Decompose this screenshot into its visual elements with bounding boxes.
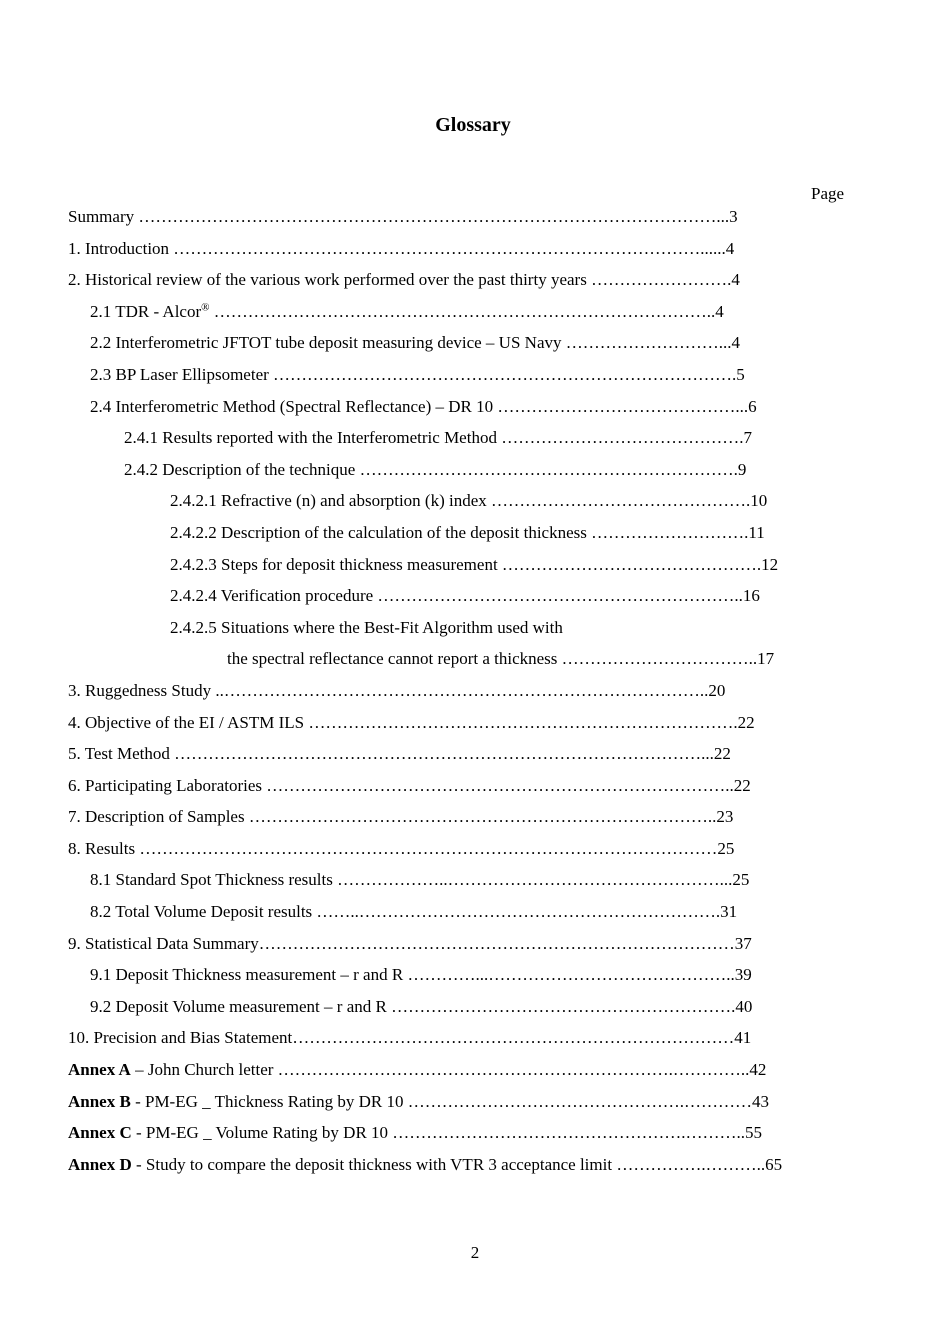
- toc-entry-standard-spot: 8.1 Standard Spot Thickness results ………………..…………………………………………...25: [90, 870, 750, 890]
- toc-entry-verification-procedure: 2.4.2.4 Verification procedure ………………………………………………………..16: [170, 586, 760, 606]
- toc-entry-results: 8. Results …………………………………………………………………………………………25: [68, 838, 735, 858]
- page-title: Glossary: [435, 114, 511, 136]
- toc-entry-interferometric-method: 2.4 Interferometric Method (Spectral Reflectance) – DR 10 ……………………………………...6: [90, 396, 757, 416]
- toc-entry-results-reported: 2.4.1 Results reported with the Interferometric Method …………………………………….7: [124, 428, 752, 448]
- toc-entry-bp-laser: 2.3 BP Laser Ellipsometer ……………………………………………………………………….5: [90, 364, 745, 384]
- toc-entry-refractive-index: 2.4.2.1 Refractive (n) and absorption (k) index ……………………………………….10: [170, 491, 768, 511]
- toc-entry-description-samples: 7. Description of Samples ………………………………………………………………………..23: [68, 807, 734, 827]
- toc-entry-test-method: 5. Test Method …………………………………………………………………………………...22: [68, 744, 731, 764]
- toc-entry-description-technique: 2.4.2 Description of the technique ………………………………………………………….9: [124, 459, 747, 479]
- toc-entry-historical-review: 2. Historical review of the various work performed over the past thirty years …………………….4: [68, 270, 740, 290]
- toc-entry-objective-ils: 4. Objective of the EI / ASTM ILS ………………………………………………………………….22: [68, 712, 755, 732]
- toc-entry-interferometric-jftot: 2.2 Interferometric JFTOT tube deposit measuring device – US Navy ………………………...4: [90, 333, 740, 353]
- toc-entry-situations-continued: the spectral reflectance cannot report a thickness ……………………………..17: [227, 649, 775, 669]
- registered-mark: ®: [201, 301, 210, 314]
- toc-entry-tdr-alcor: 2.1 TDR - Alcor® ……………………………………………………………………………..4: [90, 301, 724, 321]
- toc-entry-introduction: 1. Introduction …………………………………………………………………………………......4: [68, 238, 735, 258]
- toc-entry-volume-r-and-r: 9.2 Deposit Volume measurement – r and R …………………………………………………….40: [90, 996, 753, 1016]
- page-number: 2: [470, 1243, 480, 1262]
- toc-entry-annex-d: Annex D - Study to compare the deposit thickness with VTR 3 acceptance limit …………….………..65: [68, 1154, 783, 1174]
- toc-entry-annex-c: Annex C - PM-EG _ Volume Rating by DR 10 …………………………………………….………..55: [68, 1123, 763, 1143]
- toc-entry-precision-bias: 10. Precision and Bias Statement……………………………………………………………………41: [68, 1028, 752, 1048]
- toc-entry-ruggedness-study: 3. Ruggedness Study ..…………………………………………………………………………..20: [68, 680, 726, 700]
- toc-entry-total-volume: 8.2 Total Volume Deposit results ……..……………………………………………………….31: [90, 902, 738, 922]
- toc-entry-situations-best-fit: 2.4.2.5 Situations where the Best-Fit Algorithm used with: [170, 617, 563, 637]
- toc-entry-statistical-summary: 9. Statistical Data Summary…………………………………………………………………………37: [68, 933, 752, 953]
- page-column-label: Page: [811, 184, 845, 203]
- table-of-contents: [68, 203, 858, 1182]
- toc-entry-steps-measurement: 2.4.2.3 Steps for deposit thickness measurement ……………………………………….12: [170, 554, 779, 574]
- toc-entry-summary: Summary …………………………………………………………………………………………...3: [68, 207, 738, 226]
- toc-entry-calculation-thickness: 2.4.2.2 Description of the calculation of the deposit thickness ……………………….11: [170, 522, 765, 542]
- toc-entry-annex-b: Annex B - PM-EG _ Thickness Rating by DR 10 ………………………………………….…………43: [68, 1091, 769, 1111]
- toc-entry-participating-labs: 6. Participating Laboratories ………………………………………………………………………..22: [68, 775, 751, 795]
- toc-entry-thickness-r-and-r: 9.1 Deposit Thickness measurement – r and R …………...……………………………………..39: [90, 965, 752, 985]
- toc-entry-annex-a: Annex A – John Church letter …………………………………………………………….…………..42: [68, 1060, 767, 1080]
